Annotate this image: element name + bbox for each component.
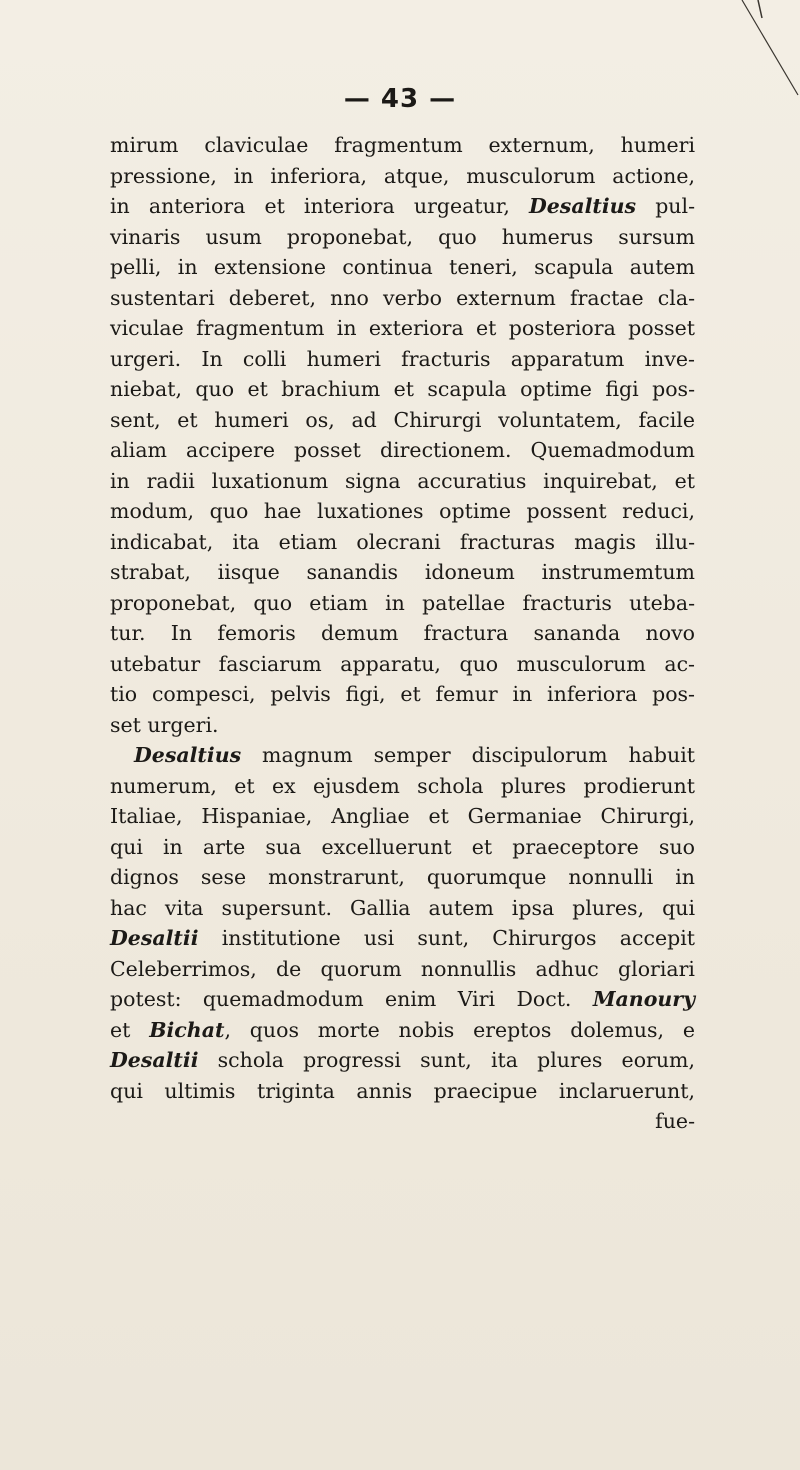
author-name: Desaltius <box>134 743 242 767</box>
line-text: set urgeri. <box>110 712 219 737</box>
page-number: — 43 — <box>343 84 457 114</box>
text-line <box>110 252 695 283</box>
line-text: tur. In femoris demum fractura sananda novo <box>110 621 695 645</box>
text-line <box>110 649 695 680</box>
text-line <box>110 222 695 253</box>
line-text: et <box>110 1017 150 1042</box>
line-text: urgeri. In colli humeri fracturis apparatum inve- <box>110 346 695 371</box>
text-line <box>110 893 695 924</box>
author-name: Desaltii <box>110 926 199 950</box>
line-text: proponebat, quo etiam in patellae fracturis uteba- <box>110 590 695 615</box>
text-line <box>110 496 695 527</box>
line-text: potest: quemadmodum enim Viri Doct. <box>110 987 593 1011</box>
line-text: institutione usi sunt, Chirurgos accepit <box>198 926 695 950</box>
author-name: Desaltii <box>110 1048 199 1072</box>
line-text: hac vita supersunt. Gallia autem ipsa plures, qui <box>110 895 695 920</box>
line-text: indicabat, ita etiam olecrani fracturas magis illu- <box>110 529 695 554</box>
text-line <box>110 618 695 649</box>
line-text: dignos sese monstrarunt, quorumque nonnulli in <box>110 865 695 889</box>
text-line <box>110 862 695 893</box>
author-name: Manoury <box>592 987 695 1011</box>
line-text: mirum claviculae fragmentum externum, humeri <box>110 133 695 157</box>
text-line <box>110 527 695 558</box>
line-text: qui ultimis triginta annis praecipue inclaruerunt, <box>110 1078 695 1103</box>
line-text: pul- <box>636 194 695 218</box>
line-text: strabat, iisque sanandis idoneum instrumemtum <box>110 560 695 584</box>
line-text: numerum, et ex ejusdem schola plures prodierunt <box>110 773 695 798</box>
text-line <box>110 466 695 497</box>
text-line <box>110 130 695 161</box>
text-line <box>110 740 695 771</box>
text-line <box>110 923 695 954</box>
text-line <box>110 954 695 985</box>
line-text: tio compesci, pelvis figi, et femur in inferiora pos- <box>110 682 695 706</box>
text-line <box>110 1045 695 1076</box>
text-line <box>110 1076 695 1107</box>
catchword-text: fue- <box>655 1109 695 1133</box>
line-text: utebatur fasciarum apparatu, quo musculorum ac- <box>110 651 695 676</box>
line-text: pelli, in extensione continua teneri, scapula autem <box>110 255 695 279</box>
line-text: magnum semper discipulorum habuit <box>241 743 695 767</box>
text-line <box>110 313 695 344</box>
line-text: aliam accipere posset directionem. Quemadmodum <box>110 438 695 462</box>
text-line <box>110 1015 695 1046</box>
text-line <box>110 283 695 314</box>
line-text: Italiae, Hispaniae, Angliae et Germaniae Chirurgi, <box>110 804 695 828</box>
text-line <box>110 771 695 802</box>
text-line <box>110 984 695 1015</box>
line-text: niebat, quo et brachium et scapula optime figi pos- <box>110 377 695 401</box>
text-line <box>110 557 695 588</box>
line-text: viculae fragmentum in exteriora et posteriora posset <box>110 316 695 340</box>
body-text <box>110 130 695 1137</box>
author-name: Desaltius <box>528 194 637 218</box>
line-text: modum, quo hae luxationes optime possent reduci, <box>110 499 695 523</box>
line-text: Celeberrimos, de quorum nonnullis adhuc gloriari <box>110 956 695 981</box>
catchword <box>110 1106 695 1137</box>
text-line <box>110 832 695 863</box>
line-text: in radii luxationum signa accuratius inquirebat, et <box>110 468 695 493</box>
text-line <box>110 679 695 710</box>
line-text: schola progressi sunt, ita plures eorum, <box>198 1048 695 1072</box>
text-line <box>110 588 695 619</box>
text-line <box>110 344 695 375</box>
text-line <box>110 435 695 466</box>
text-line <box>110 161 695 192</box>
author-name: Bichat <box>149 1017 225 1042</box>
line-text: vinaris usum proponebat, quo humerus sursum <box>110 224 695 249</box>
text-line <box>110 191 695 222</box>
text-line <box>110 710 695 741</box>
text-line <box>110 374 695 405</box>
text-line <box>110 405 695 436</box>
line-text: qui in arte sua excelluerunt et praeceptore suo <box>110 834 695 859</box>
line-text: in anteriora et interiora urgeatur, <box>110 194 529 218</box>
line-text: , quos morte nobis ereptos dolemus, e <box>224 1017 695 1042</box>
line-text: sent, et humeri os, ad Chirurgi voluntatem, facile <box>110 407 695 432</box>
text-line <box>110 801 695 832</box>
line-text: pressione, in inferiora, atque, musculorum actione, <box>110 163 695 188</box>
line-text: sustentari deberet, nno verbo externum fractae cla- <box>110 285 695 310</box>
